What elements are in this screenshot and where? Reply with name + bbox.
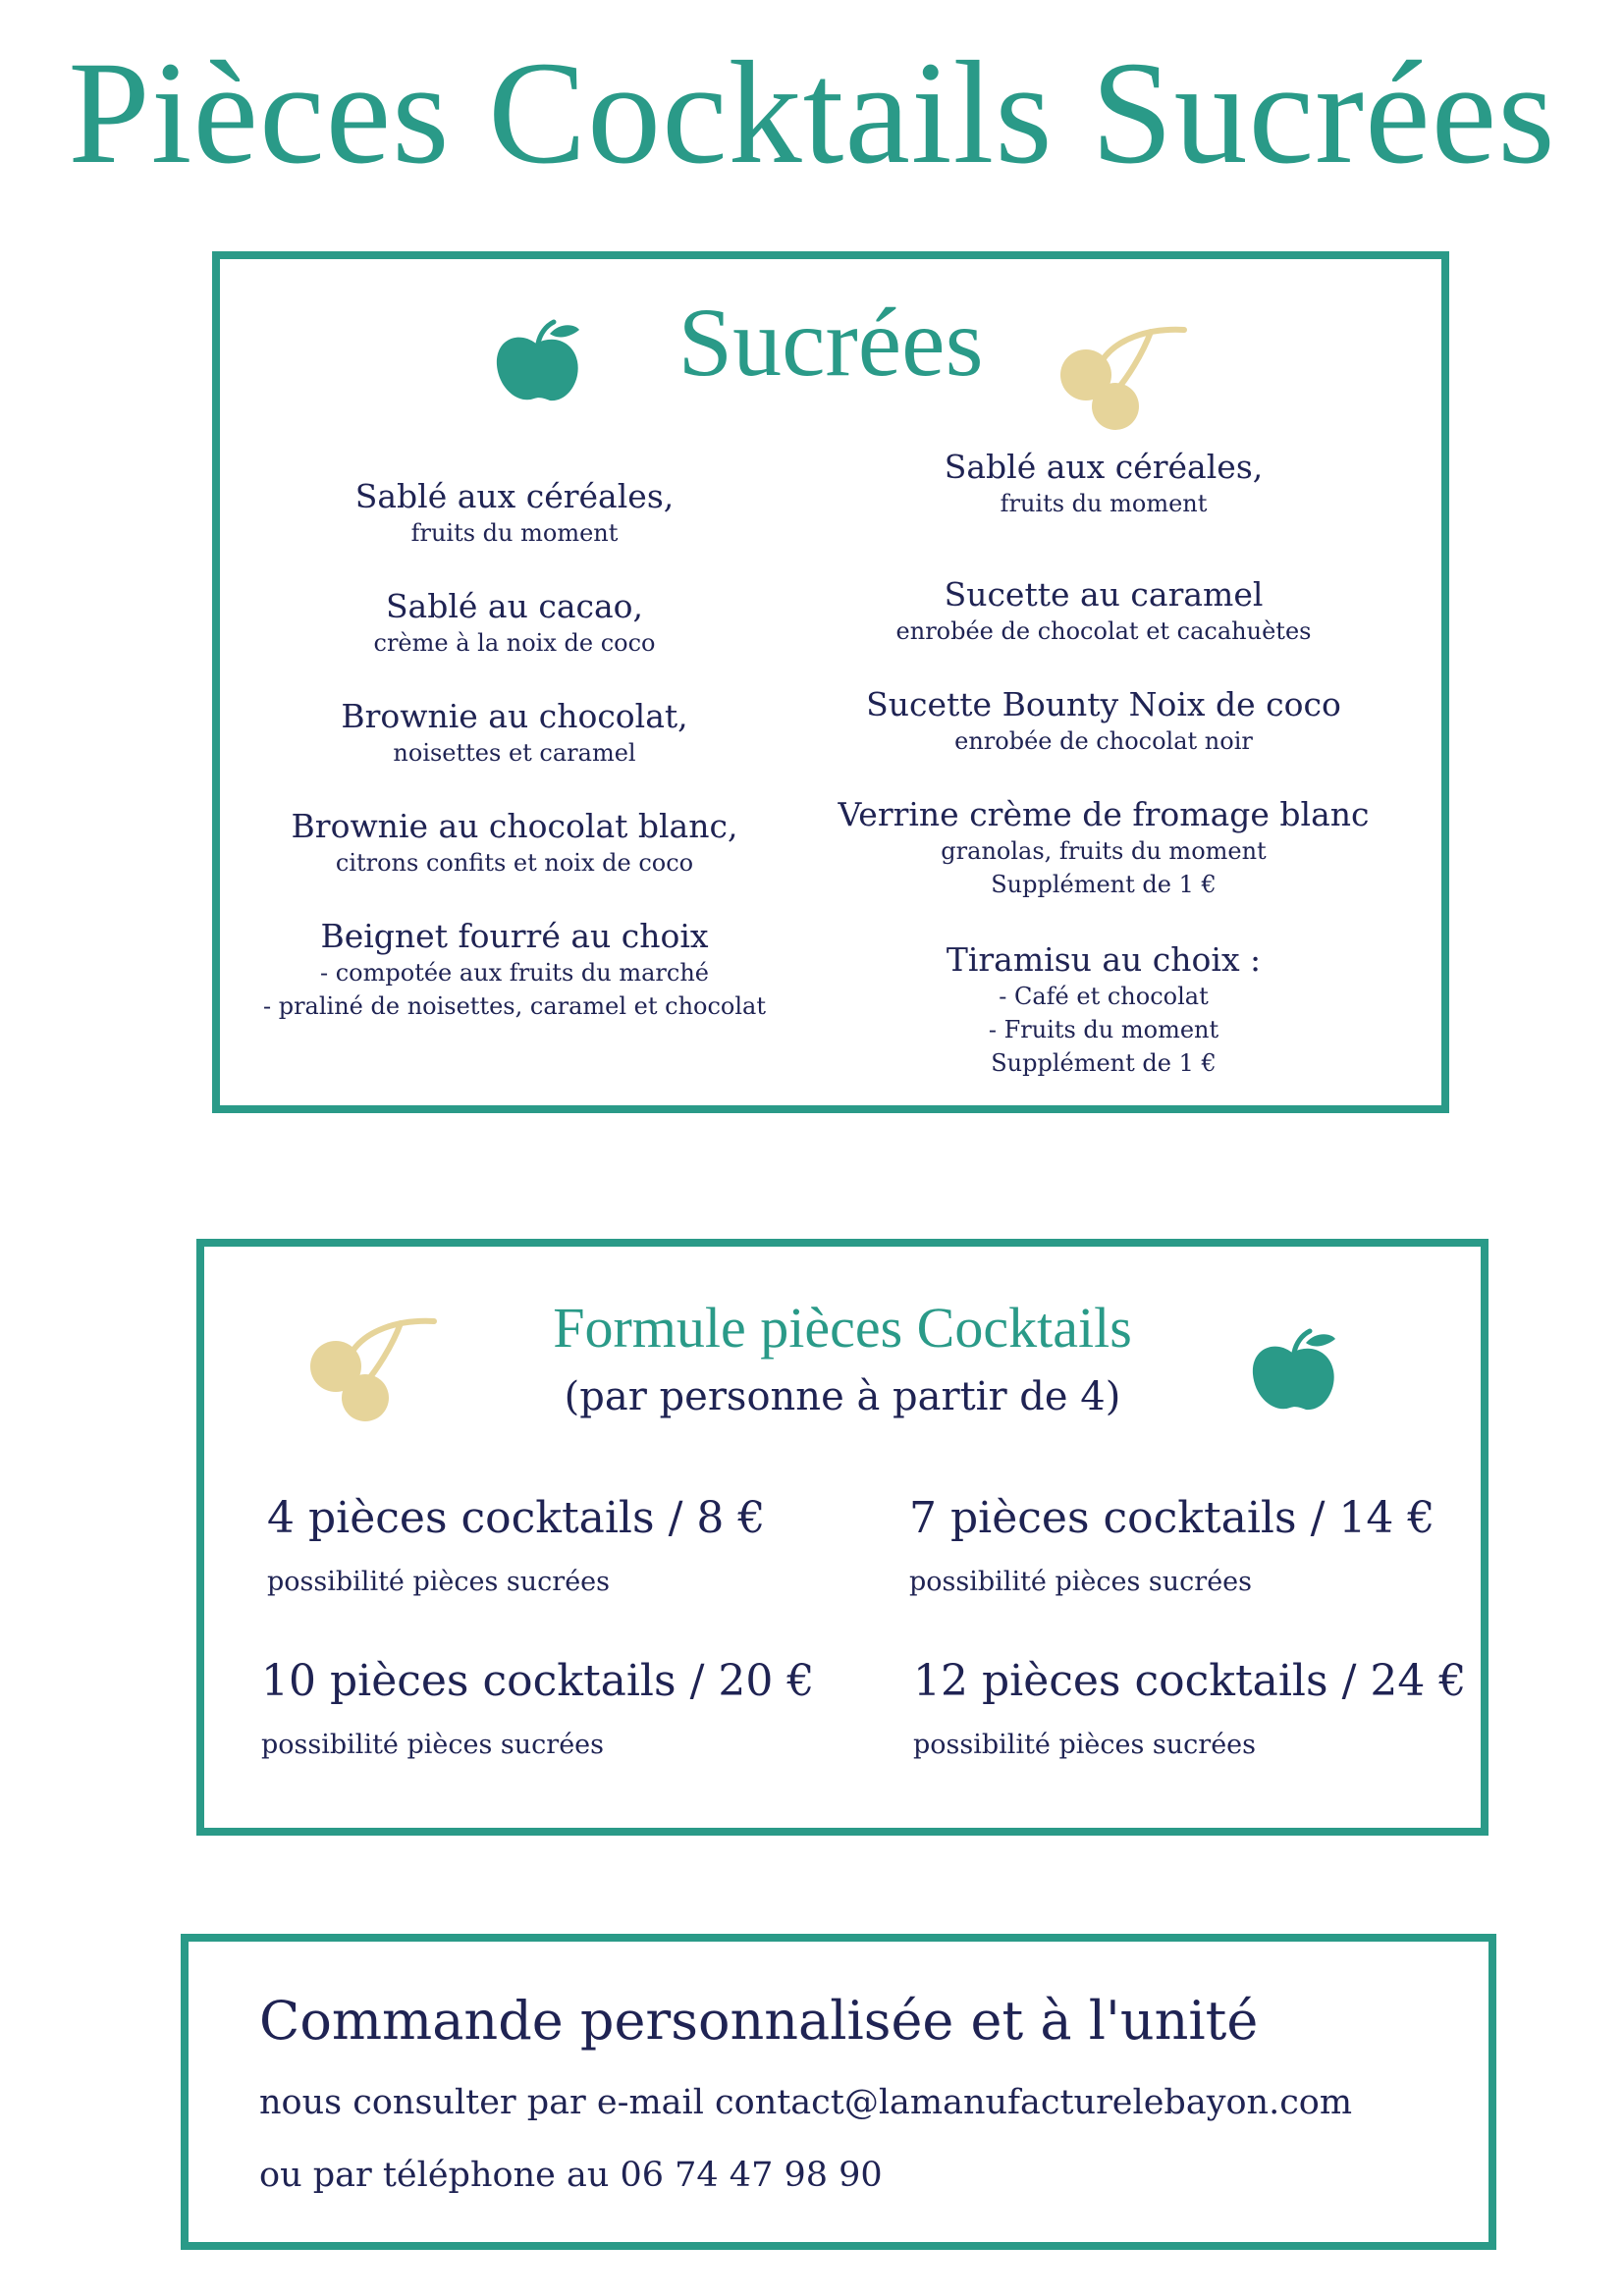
list-item xyxy=(809,685,1398,758)
item-description: noisettes et caramel xyxy=(393,739,636,767)
item-description: crème à la noix de coco xyxy=(373,629,656,657)
list-item xyxy=(220,917,809,1023)
list-item xyxy=(809,448,1398,520)
offer-item xyxy=(913,1655,1466,1763)
item-name: Beignet fourré au choix xyxy=(320,917,709,955)
item-description: enrobée de chocolat et cacahuètes xyxy=(895,617,1312,645)
item-description: enrobée de chocolat noir xyxy=(954,727,1253,755)
item-description: citrons confits et noix de coco xyxy=(335,849,694,877)
item-name: Sucette au caramel xyxy=(944,575,1264,614)
item-description: - Fruits du moment xyxy=(988,1016,1219,1043)
page-title: Pièces Cocktails Sucrées xyxy=(68,31,1556,194)
offer-item xyxy=(261,1655,814,1763)
list-item xyxy=(809,575,1398,648)
offer-note: possibilité pièces sucrées xyxy=(909,1567,1253,1597)
item-description: fruits du moment xyxy=(410,519,619,547)
offer-note: possibilité pièces sucrées xyxy=(261,1730,605,1760)
commande-title: Commande personnalisée et à l'unité xyxy=(259,1990,1259,2052)
cherry-icon xyxy=(1053,314,1190,432)
item-name: Sucette Bounty Noix de coco xyxy=(866,685,1341,723)
item-description: - Café et chocolat xyxy=(999,983,1209,1010)
offer-item xyxy=(267,1492,765,1600)
formule-subtitle: (par personne à partir de 4) xyxy=(564,1374,1121,1419)
item-description: fruits du moment xyxy=(1000,490,1208,517)
offer-label: 12 pièces cocktails / 24 € xyxy=(913,1656,1467,1706)
item-name: Tiramisu au choix : xyxy=(946,940,1262,979)
offer-label: 4 pièces cocktails / 8 € xyxy=(267,1493,766,1543)
item-description: - compotée aux fruits du marché xyxy=(320,959,709,987)
item-name: Sablé au cacao, xyxy=(385,587,644,625)
commande-box xyxy=(181,1934,1496,2250)
offer-note: possibilité pièces sucrées xyxy=(913,1730,1257,1760)
offer-label: 10 pièces cocktails / 20 € xyxy=(261,1656,815,1706)
item-description: - praliné de noisettes, caramel et chocolat xyxy=(262,992,767,1020)
list-item xyxy=(809,940,1398,1080)
sucrees-heading: Sucrées xyxy=(677,288,984,397)
item-name: Sablé aux céréales, xyxy=(944,448,1264,486)
offer-item xyxy=(909,1492,1435,1600)
contact-phone-line: ou par téléphone au 06 74 47 98 90 xyxy=(259,2156,883,2195)
sucrees-menu-box xyxy=(212,251,1449,1113)
item-name: Verrine crème de fromage blanc xyxy=(838,795,1370,833)
item-name: Brownie au chocolat, xyxy=(341,697,688,735)
item-name: Brownie au chocolat blanc, xyxy=(291,807,738,845)
item-name: Sablé aux céréales, xyxy=(354,477,675,515)
offer-note: possibilité pièces sucrées xyxy=(267,1567,611,1597)
formule-box xyxy=(196,1239,1489,1836)
list-item xyxy=(220,477,809,550)
list-item xyxy=(220,587,809,660)
item-description: granolas, fruits du moment xyxy=(941,837,1267,865)
item-description: Supplément de 1 € xyxy=(991,871,1217,898)
formule-title: Formule pièces Cocktails xyxy=(553,1296,1132,1360)
offer-label: 7 pièces cocktails / 14 € xyxy=(909,1493,1435,1543)
list-item xyxy=(220,697,809,770)
list-item xyxy=(809,795,1398,901)
contact-email-line: nous consulter par e-mail contact@lamanufacturelebayon.com xyxy=(259,2083,1353,2122)
list-item xyxy=(220,807,809,880)
item-description: Supplément de 1 € xyxy=(991,1049,1217,1077)
